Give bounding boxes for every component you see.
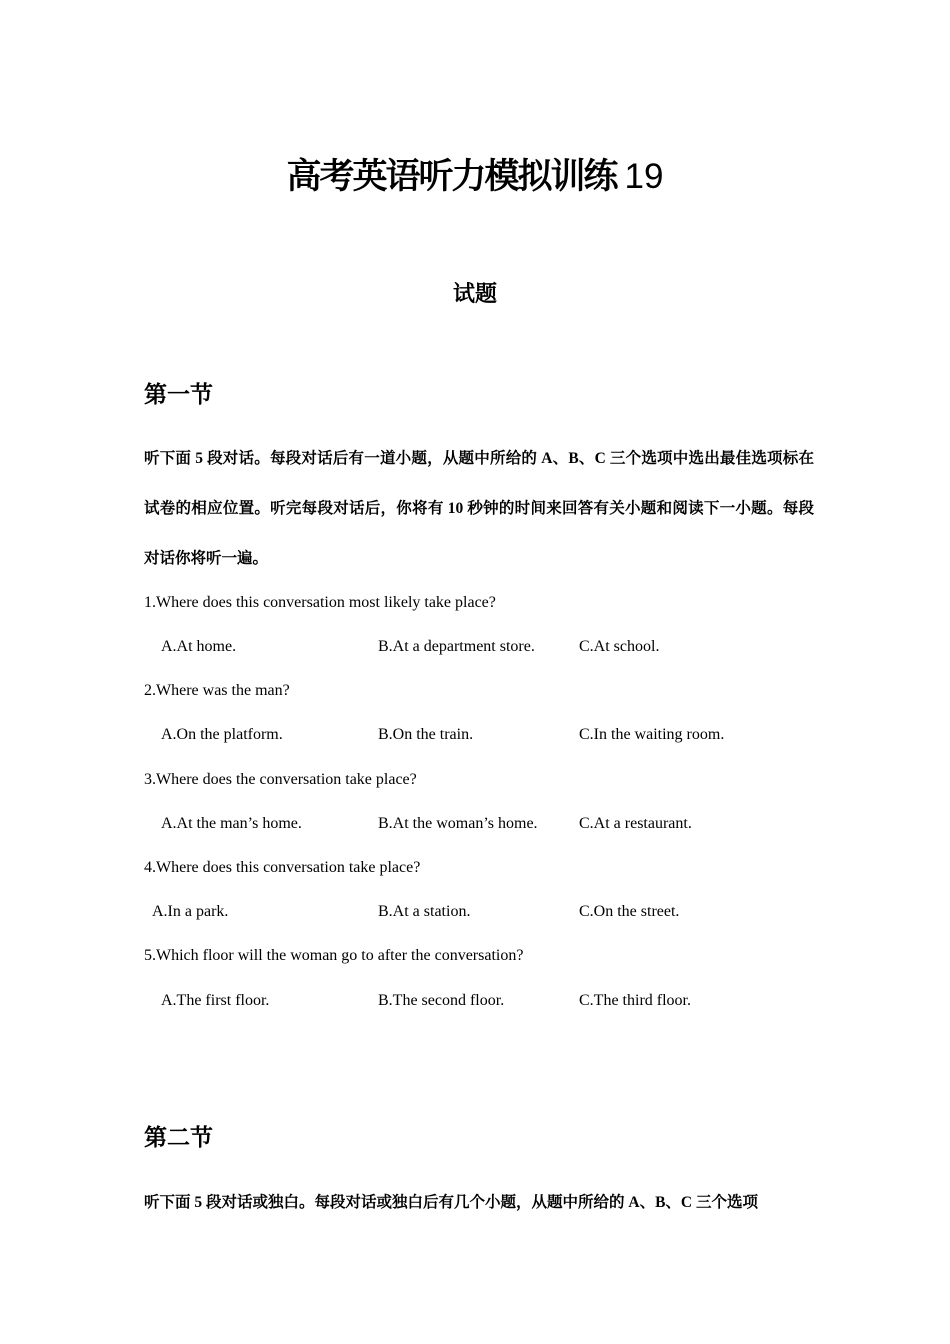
document-title bbox=[0, 152, 950, 202]
question-4-option-c: C.On the street. bbox=[579, 903, 680, 920]
question-5: 5.Which floor will the woman go to after the conversation? bbox=[144, 947, 524, 964]
question-2-option-a: A.On the platform. bbox=[161, 726, 283, 743]
question-3: 3.Where does the conversation take place? bbox=[144, 771, 417, 788]
title-number: 19 bbox=[624, 157, 664, 196]
question-1-option-b: B.At a department store. bbox=[378, 638, 535, 655]
question-1: 1.Where does this conversation most likely take place? bbox=[144, 594, 496, 611]
question-2: 2.Where was the man? bbox=[144, 682, 290, 699]
section2-heading: 第二节 bbox=[144, 1125, 213, 1151]
document-subtitle: 试题 bbox=[452, 282, 497, 307]
question-3-option-b: B.At the woman’s home. bbox=[378, 815, 538, 832]
question-1-option-c: C.At school. bbox=[579, 638, 660, 655]
question-3-option-a: A.At the man’s home. bbox=[161, 815, 302, 832]
question-5-option-a: A.The first floor. bbox=[161, 992, 270, 1009]
section2-instructions: 听下面 5 段对话或独白。每段对话或独白后有几个小题，从题中所给的 A、B、C 三个选项 bbox=[144, 1194, 758, 1211]
question-5-option-b: B.The second floor. bbox=[378, 992, 505, 1009]
question-4-option-a: A.In a park. bbox=[152, 903, 229, 920]
question-4: 4.Where does this conversation take place? bbox=[144, 859, 421, 876]
title-text: 高考英语听力模拟训练 bbox=[286, 157, 617, 197]
question-1-option-a: A.At home. bbox=[161, 638, 237, 655]
section1-heading: 第一节 bbox=[144, 382, 213, 408]
question-4-option-b: B.At a station. bbox=[378, 903, 471, 920]
question-2-option-b: B.On the train. bbox=[378, 726, 474, 743]
question-3-option-c: C.At a restaurant. bbox=[579, 815, 692, 832]
question-2-option-c: C.In the waiting room. bbox=[579, 726, 725, 743]
question-5-option-c: C.The third floor. bbox=[579, 992, 691, 1009]
section1-instructions: 听下面 5 段对话。每段对话后有一道小题，从题中所给的 A、B、C 三个选项中选出最佳选项标在试卷的相应位置。听完每段对话后，你将有 10 秒钟的时间来回答有关小题和阅读下一小题。每段对话你将听一遍。 bbox=[144, 450, 814, 567]
